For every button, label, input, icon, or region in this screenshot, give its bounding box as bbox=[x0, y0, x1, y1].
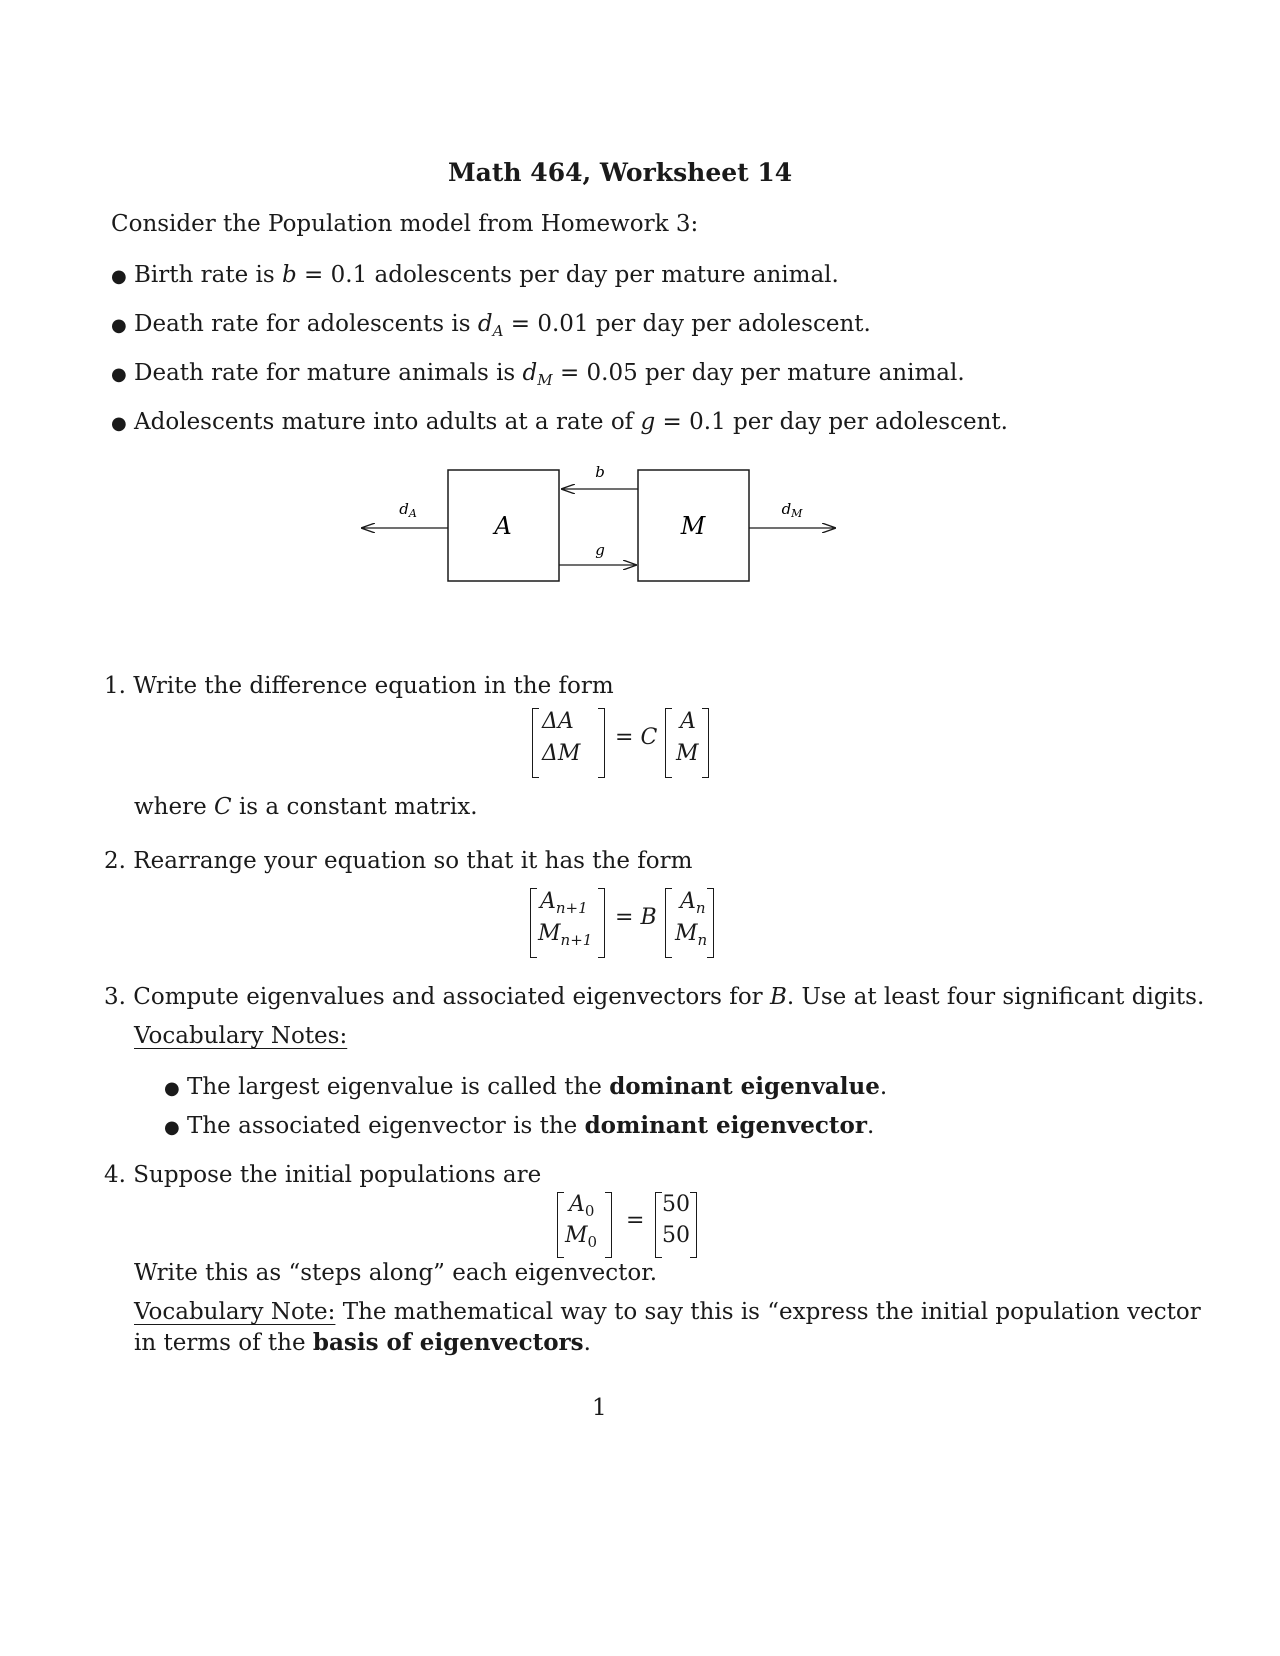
vocabulary-note-line-2: in terms of the basis of eigenvectors. bbox=[134, 1329, 591, 1356]
right-bracket bbox=[598, 888, 605, 958]
right-bracket bbox=[707, 888, 714, 958]
death-adolescents-label: $d_A$ bbox=[399, 500, 417, 520]
note-dominant-eigenvalue: ● The largest eigenvalue is called the dominant eigenvalue. bbox=[164, 1073, 888, 1100]
left-bracket bbox=[557, 1192, 564, 1258]
box-m-label: M bbox=[680, 512, 706, 540]
note-dominant-eigenvector: ● The associated eigenvector is the dominant eigenvector. bbox=[164, 1112, 875, 1139]
bullet-maturation-rate: ● Adolescents mature into adults at a rate of g = 0.1 per day per adolescent. bbox=[111, 409, 1008, 435]
right-bracket bbox=[605, 1192, 612, 1258]
vocabulary-note-line-1: Vocabulary Note: The mathematical way to say this is “express the initial population vector bbox=[134, 1299, 1201, 1325]
bullet-dot-icon: ● bbox=[111, 364, 127, 385]
bullet-dot-icon: ● bbox=[164, 1117, 180, 1138]
page-title: Math 464, Worksheet 14 bbox=[448, 158, 793, 187]
question-2: 2. Rearrange your equation so that it has the form bbox=[104, 848, 693, 874]
vocabulary-note-heading: Vocabulary Note: bbox=[134, 1299, 336, 1325]
equation-1: ΔA ΔM = C A M bbox=[532, 708, 742, 778]
right-bracket bbox=[690, 1192, 697, 1258]
box-a-label: A bbox=[494, 512, 512, 540]
birth-rate-label: b bbox=[595, 463, 605, 481]
bullet-death-rate-mature: ● Death rate for mature animals is $d_M = 0.05$ per day per mature animal. bbox=[111, 360, 965, 389]
page-number: 1 bbox=[592, 1395, 607, 1421]
question-1-note: where C is a constant matrix. bbox=[134, 794, 478, 820]
compartment-diagram bbox=[360, 455, 840, 595]
left-bracket bbox=[532, 708, 539, 778]
question-4: 4. Suppose the initial populations are bbox=[104, 1162, 542, 1188]
question-4-instruction: Write this as “steps along” each eigenvector. bbox=[134, 1260, 658, 1286]
question-1: 1. Write the difference equation in the form bbox=[104, 673, 614, 699]
bullet-dot-icon: ● bbox=[111, 413, 127, 434]
left-bracket bbox=[665, 708, 672, 778]
death-mature-label: $d_M$ bbox=[781, 500, 803, 520]
bullet-death-rate-adolescents: ● Death rate for adolescents is $d_A = 0.01$ per day per adolescent. bbox=[111, 311, 871, 340]
vocabulary-notes-heading: Vocabulary Notes: bbox=[134, 1023, 348, 1049]
right-bracket bbox=[702, 708, 709, 778]
left-bracket bbox=[530, 888, 537, 958]
bullet-dot-icon: ● bbox=[164, 1078, 180, 1099]
intro-text: Consider the Population model from Homework 3: bbox=[111, 211, 699, 237]
right-bracket bbox=[598, 708, 605, 778]
equation-4: $A_0$ $M_0$ = 50 50 bbox=[557, 1192, 717, 1262]
equation-2: $A_{n+1}$ $M_{n+1}$ = B $A_n$ $M_n$ bbox=[530, 888, 750, 958]
bullet-dot-icon: ● bbox=[111, 315, 127, 336]
left-bracket bbox=[665, 888, 672, 958]
bullet-birth-rate: ● Birth rate is b = 0.1 adolescents per day per mature animal. bbox=[111, 262, 839, 288]
question-3: 3. Compute eigenvalues and associated eigenvectors for B. Use at least four significant digits. bbox=[104, 984, 1205, 1010]
bullet-dot-icon: ● bbox=[111, 266, 127, 287]
left-bracket bbox=[655, 1192, 662, 1258]
maturation-rate-label: g bbox=[595, 541, 605, 559]
